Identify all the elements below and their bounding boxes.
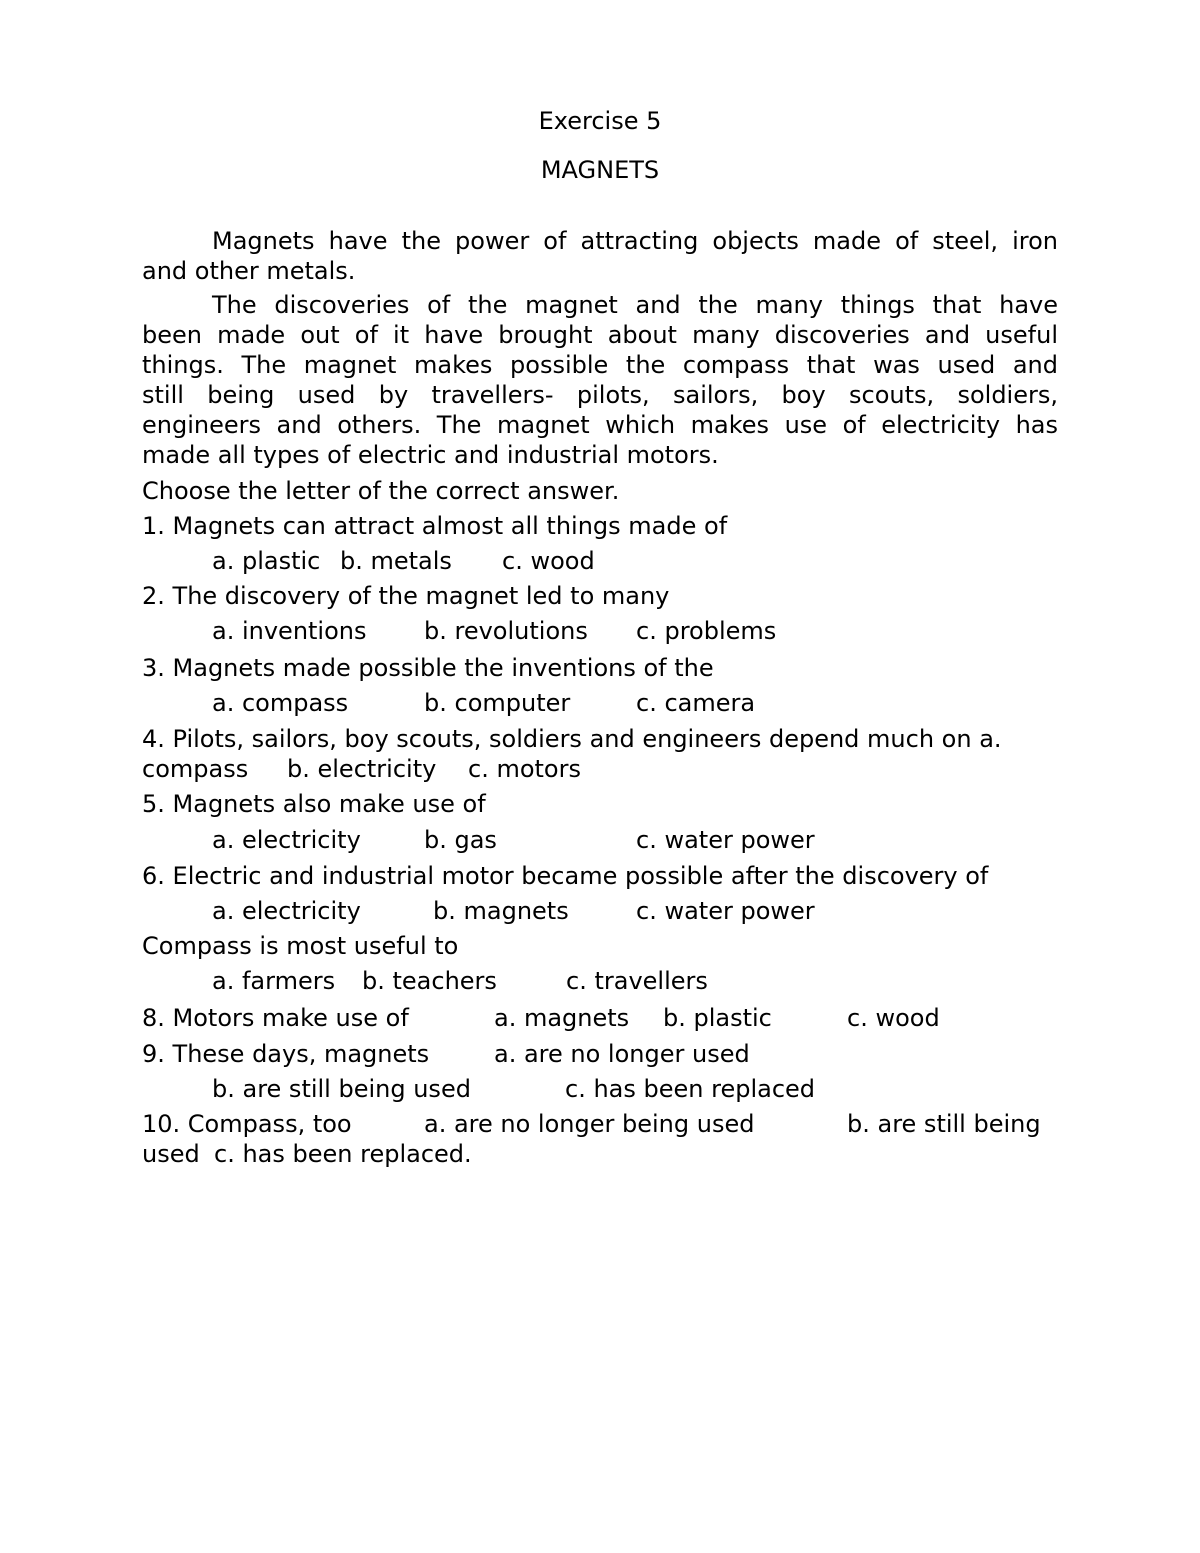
question-8-stem: 8. Motors make use of [142,1004,409,1032]
exercise-number: Exercise 5 [538,107,662,135]
passage-p1-line2: and other metals. [142,257,356,285]
question-6-option-c: c. water power [636,897,815,925]
question-7-stem: Compass is most useful to [142,932,459,960]
question-8-option-b: b. plastic [663,1004,772,1032]
question-3-option-c: c. camera [636,689,756,717]
question-8-option-c: c. wood [847,1004,940,1032]
passage-p1-line1: Magnets have the power of attracting objects made of steel, iron [212,227,1058,255]
question-5-stem: 5. Magnets also make use of [142,790,486,818]
question-9-option-c: c. has been replaced [565,1075,816,1103]
question-2-option-a: a. inventions [212,617,367,645]
question-4-stem: 4. Pilots, sailors, boy scouts, soldiers and engineers depend much on a. [142,725,1002,753]
passage-p2-line3: things. The magnet makes possible the compass that was used and [142,351,1058,379]
question-3-option-a: a. compass [212,689,349,717]
passage-p2-line1: The discoveries of the magnet and the many things that have [212,291,1058,319]
question-9-option-b: b. are still being used [212,1075,471,1103]
question-5-option-a: a. electricity [212,826,361,854]
question-3-option-b: b. computer [424,689,571,717]
question-4-option-b: b. electricity [287,755,437,783]
question-6-option-b: b. magnets [433,897,569,925]
question-7-option-a: a. farmers [212,967,336,995]
question-1-option-c: c. wood [502,547,595,575]
question-1-option-a: a. plastic [212,547,321,575]
question-10-stem: 10. Compass, too [142,1110,352,1138]
question-2-option-c: c. problems [636,617,777,645]
question-2-stem: 2. The discovery of the magnet led to many [142,582,670,610]
instruction: Choose the letter of the correct answer. [142,477,620,505]
passage-p2-line2: been made out of it have brought about many discoveries and useful [142,321,1058,349]
question-10-option-b-rest: used [142,1140,200,1168]
question-1-stem: 1. Magnets can attract almost all things made of [142,512,728,540]
question-6-option-a: a. electricity [212,897,361,925]
question-9-stem: 9. These days, magnets [142,1040,430,1068]
passage-p2-line5: engineers and others. The magnet which makes use of electricity has [142,411,1058,439]
question-10-option-b: b. are still being [847,1110,1041,1138]
question-8-option-a: a. magnets [494,1004,630,1032]
question-6-stem: 6. Electric and industrial motor became possible after the discovery of [142,862,989,890]
question-7-option-b: b. teachers [362,967,497,995]
question-5-option-c: c. water power [636,826,815,854]
passage-p2-line6: made all types of electric and industrial motors. [142,441,719,469]
document-title: MAGNETS [540,156,660,184]
question-5-option-b: b. gas [424,826,497,854]
question-7-option-c: c. travellers [566,967,708,995]
passage-p2-line4: still being used by travellers- pilots, sailors, boy scouts, soldiers, [142,381,1058,409]
question-4-option-c: c. motors [468,755,581,783]
question-4-option-a-rest: compass [142,755,249,783]
question-9-option-a: a. are no longer used [494,1040,750,1068]
question-10-option-a: a. are no longer being used [424,1110,755,1138]
question-10-option-c: c. has been replaced. [214,1140,472,1168]
question-2-option-b: b. revolutions [424,617,588,645]
question-1-option-b: b. metals [340,547,452,575]
question-3-stem: 3. Magnets made possible the inventions of the [142,654,714,682]
